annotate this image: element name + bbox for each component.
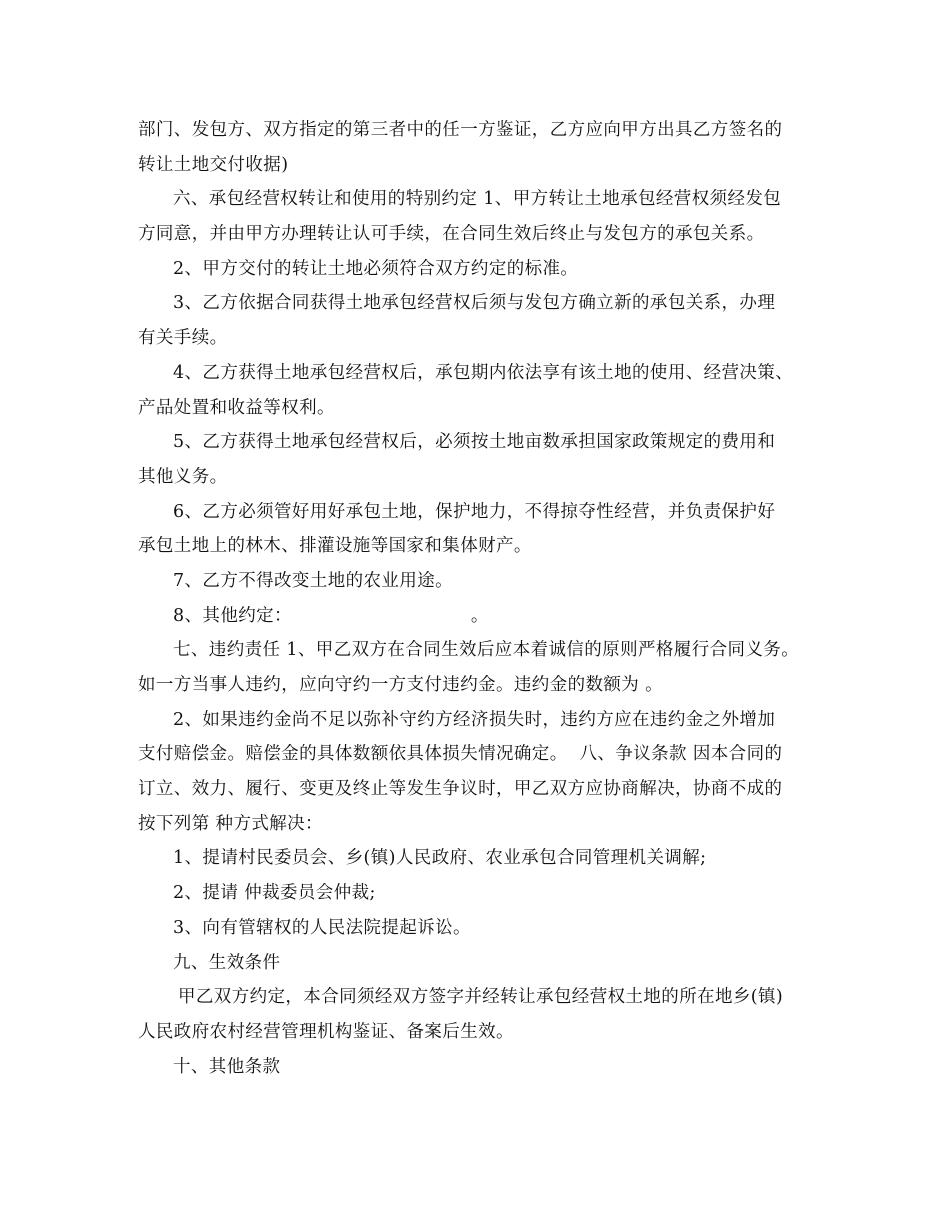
text-line: 支付赔偿金。赔偿金的具体数额依具体损失情况确定。 八、争议条款 因本合同的 bbox=[138, 744, 783, 765]
text-line: 1、提请村民委员会、乡(镇)人民政府、农业承包合同管理机关调解; bbox=[173, 848, 707, 869]
text-line: 有关手续。 bbox=[138, 328, 228, 349]
text-line: 甲乙双方约定，本合同须经双方签字并经转让承包经营权土地的所在地乡(镇) bbox=[178, 987, 784, 1008]
text-line: 承包土地上的林木、排灌设施等国家和集体财产。 bbox=[138, 536, 532, 557]
text-line: 订立、效力、履行、变更及终止等发生争议时，甲乙双方应协商解决，协商不成的 bbox=[138, 779, 783, 800]
document-body bbox=[138, 113, 818, 1084]
text-line: 十、其他条款 bbox=[173, 1056, 281, 1077]
text-line: 部门、发包方、双方指定的第三者中的任一方鉴证，乙方应向甲方出具乙方签名的 bbox=[138, 120, 783, 140]
text-line: 七、违约责任 1、甲乙双方在合同生效后应本着诚信的原则严格履行合同义务。 bbox=[173, 640, 800, 661]
text-line: 2、甲方交付的转让土地必须符合双方约定的标准。 bbox=[173, 258, 579, 279]
text-line: 按下列第 种方式解决： bbox=[138, 813, 323, 834]
text-line: 4、乙方获得土地承包经营权后，承包期内依法享有该土地的使用、经营决策、 bbox=[173, 362, 794, 383]
text-line: 方同意，并由甲方办理转让认可手续，在合同生效后终止与发包方的承包关系。 bbox=[138, 224, 765, 245]
text-line: 3、乙方依据合同获得土地承包经营权后须与发包方确立新的承包关系，办理 bbox=[173, 293, 776, 314]
text-line: 2、提请 仲裁委员会仲裁; bbox=[173, 883, 376, 904]
text-line: 7、乙方不得改变土地的农业用途。 bbox=[173, 570, 454, 591]
text-line: 5、乙方获得土地承包经营权后，必须按土地亩数承担国家政策规定的费用和 bbox=[173, 432, 776, 453]
text-line: 6、乙方必须管好用好承包土地，保护地力，不得掠夺性经营，并负责保护好 bbox=[173, 501, 776, 522]
text-line: 人民政府农村经营管理机构鉴证、备案后生效。 bbox=[138, 1021, 514, 1042]
text-line: 2、如果违约金尚不足以弥补守约方经济损失时，违约方应在违约金之外增加 bbox=[173, 709, 776, 730]
text-line: 六、承包经营权转让和使用的特别约定 1、甲方转让土地承包经营权须经发包 bbox=[173, 189, 782, 210]
text-line: 8、其他约定： 。 bbox=[173, 605, 489, 626]
text-line: 产品处置和收益等权利。 bbox=[138, 397, 335, 418]
text-line: 如一方当事人违约，应向守约一方支付违约金。违约金的数额为 。 bbox=[138, 675, 664, 695]
text-line: 其他义务。 bbox=[138, 466, 228, 487]
text-line: 九、生效条件 bbox=[173, 952, 281, 973]
text-line: 转让土地交付收据) bbox=[138, 154, 289, 175]
text-line: 3、向有管辖权的人民法院提起诉讼。 bbox=[173, 917, 471, 938]
